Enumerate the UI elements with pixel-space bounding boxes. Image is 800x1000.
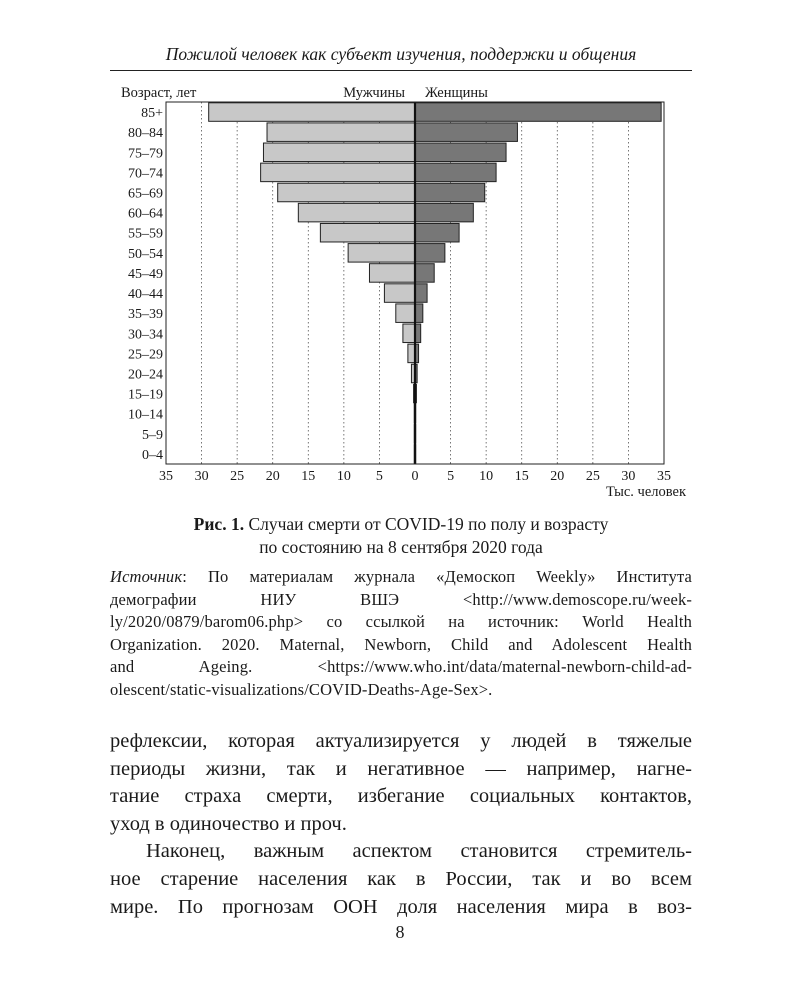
x-tick-label: 20 xyxy=(265,469,280,484)
bar-women-7 xyxy=(415,244,445,263)
bar-men-9 xyxy=(384,284,415,303)
bar-women-5 xyxy=(415,203,473,222)
x-tick-label: 15 xyxy=(514,469,529,484)
bar-women-6 xyxy=(415,223,459,242)
y-tick-label: 55–59 xyxy=(128,226,163,242)
x-tick-label: 20 xyxy=(550,469,565,484)
source-line-4: Organization. 2020. Maternal, Newborn, Child and Adolescent Health xyxy=(110,634,692,654)
body-line-6: ное старение населения как в России, так и во всем xyxy=(110,867,692,890)
chart-bars xyxy=(209,102,661,464)
y-tick-label: 15–19 xyxy=(128,387,163,403)
y-tick-labels xyxy=(128,106,163,463)
page-number: 8 xyxy=(395,922,405,942)
body-line-5: Наконец, важным аспектом становится стремитель- xyxy=(146,840,692,863)
bar-men-11 xyxy=(403,324,415,343)
source-line-3: ly/2020/0879/barom06.php> со ссылкой на источник: World Health xyxy=(110,612,692,632)
bar-women-3 xyxy=(415,163,496,182)
body-line-7: мире. По прогнозам ООН доля населения мира в воз- xyxy=(110,895,692,918)
bar-men-1 xyxy=(267,123,415,142)
x-axis-label: Тыс. человек xyxy=(605,484,686,500)
bar-women-0 xyxy=(415,103,661,122)
bar-men-8 xyxy=(369,264,415,283)
bar-women-1 xyxy=(415,123,517,142)
body-line-4: уход в одиночество и проч. xyxy=(110,812,347,835)
bar-women-8 xyxy=(415,264,434,283)
source-line-1: : По материалам журнала «Демоскоп Weekly» Института xyxy=(182,567,692,586)
x-tick-label: 5 xyxy=(375,469,383,484)
body-line-1: рефлексии, которая актуализируется у людей в тяжелые xyxy=(110,730,692,752)
y-tick-label: 20–24 xyxy=(128,367,163,383)
y-tick-label: 70–74 xyxy=(128,166,163,182)
bar-men-10 xyxy=(396,304,415,323)
y-tick-label: 75–79 xyxy=(128,146,163,162)
y-tick-label: 5–9 xyxy=(142,427,163,443)
x-tick-labels xyxy=(159,469,671,484)
x-tick-label: 15 xyxy=(301,469,316,484)
x-tick-label: 5 xyxy=(447,469,455,484)
source-line-2: демографии НИУ ВШЭ <http://www.demoscope.ru/week- xyxy=(110,589,692,609)
source-note xyxy=(110,566,692,702)
bar-men-0 xyxy=(209,103,415,122)
bar-women-10 xyxy=(415,304,423,323)
y-tick-label: 60–64 xyxy=(128,206,163,222)
x-tick-label: 30 xyxy=(194,469,209,484)
y-tick-label: 85+ xyxy=(141,106,163,122)
bar-women-4 xyxy=(415,183,485,202)
bar-men-2 xyxy=(263,143,415,162)
y-tick-label: 25–29 xyxy=(128,347,163,363)
bar-men-3 xyxy=(261,163,415,182)
running-head: Пожилой человек как субъект изучения, поддержки и общения xyxy=(165,44,637,64)
x-tick-label: 10 xyxy=(336,469,351,484)
x-tick-label: 25 xyxy=(230,469,245,484)
bar-women-2 xyxy=(415,143,506,162)
figure-caption xyxy=(110,513,692,559)
y-axis-label: Возраст, лет xyxy=(121,85,197,101)
bar-men-6 xyxy=(320,223,415,242)
y-tick-label: 0–4 xyxy=(142,447,163,463)
y-tick-label: 45–49 xyxy=(128,266,163,282)
bar-men-4 xyxy=(278,183,415,202)
y-tick-label: 40–44 xyxy=(128,287,163,303)
x-tick-label: 35 xyxy=(657,469,671,484)
y-tick-label: 10–14 xyxy=(128,407,163,423)
y-tick-label: 50–54 xyxy=(128,246,163,262)
bar-men-5 xyxy=(298,203,415,222)
y-tick-label: 65–69 xyxy=(128,186,163,202)
body-text xyxy=(110,728,692,921)
source-line-5: and Ageing. <https://www.who.int/data/maternal-newborn-child-ad- xyxy=(110,657,692,677)
women-series-label: Женщины xyxy=(425,85,488,101)
body-line-2: периоды жизни, так и негативное — например, нагне- xyxy=(110,757,692,780)
y-tick-label: 80–84 xyxy=(128,126,163,142)
figure-label: Рис. 1. xyxy=(193,514,245,534)
caption-line-1: Случаи смерти от COVID-19 по полу и возрасту xyxy=(244,514,609,534)
x-tick-label: 25 xyxy=(585,469,600,484)
x-tick-label: 0 xyxy=(411,469,419,484)
source-label: Источник xyxy=(110,567,183,586)
x-tick-label: 10 xyxy=(479,469,494,484)
men-series-label: Мужчины xyxy=(343,85,405,101)
bar-men-7 xyxy=(348,244,415,263)
caption-line-2: по состоянию на 8 сентября 2020 года xyxy=(259,537,543,557)
y-tick-label: 35–39 xyxy=(128,307,163,323)
source-line-6: olescent/static-visualizations/COVID-Deaths-Age-Sex>. xyxy=(110,679,493,699)
x-tick-label: 30 xyxy=(621,469,636,484)
y-tick-label: 30–34 xyxy=(128,327,163,343)
bar-women-9 xyxy=(415,284,427,303)
x-tick-label: 35 xyxy=(159,469,173,484)
body-line-3: тание страха смерти, избегание социальных контактов, xyxy=(110,785,692,808)
